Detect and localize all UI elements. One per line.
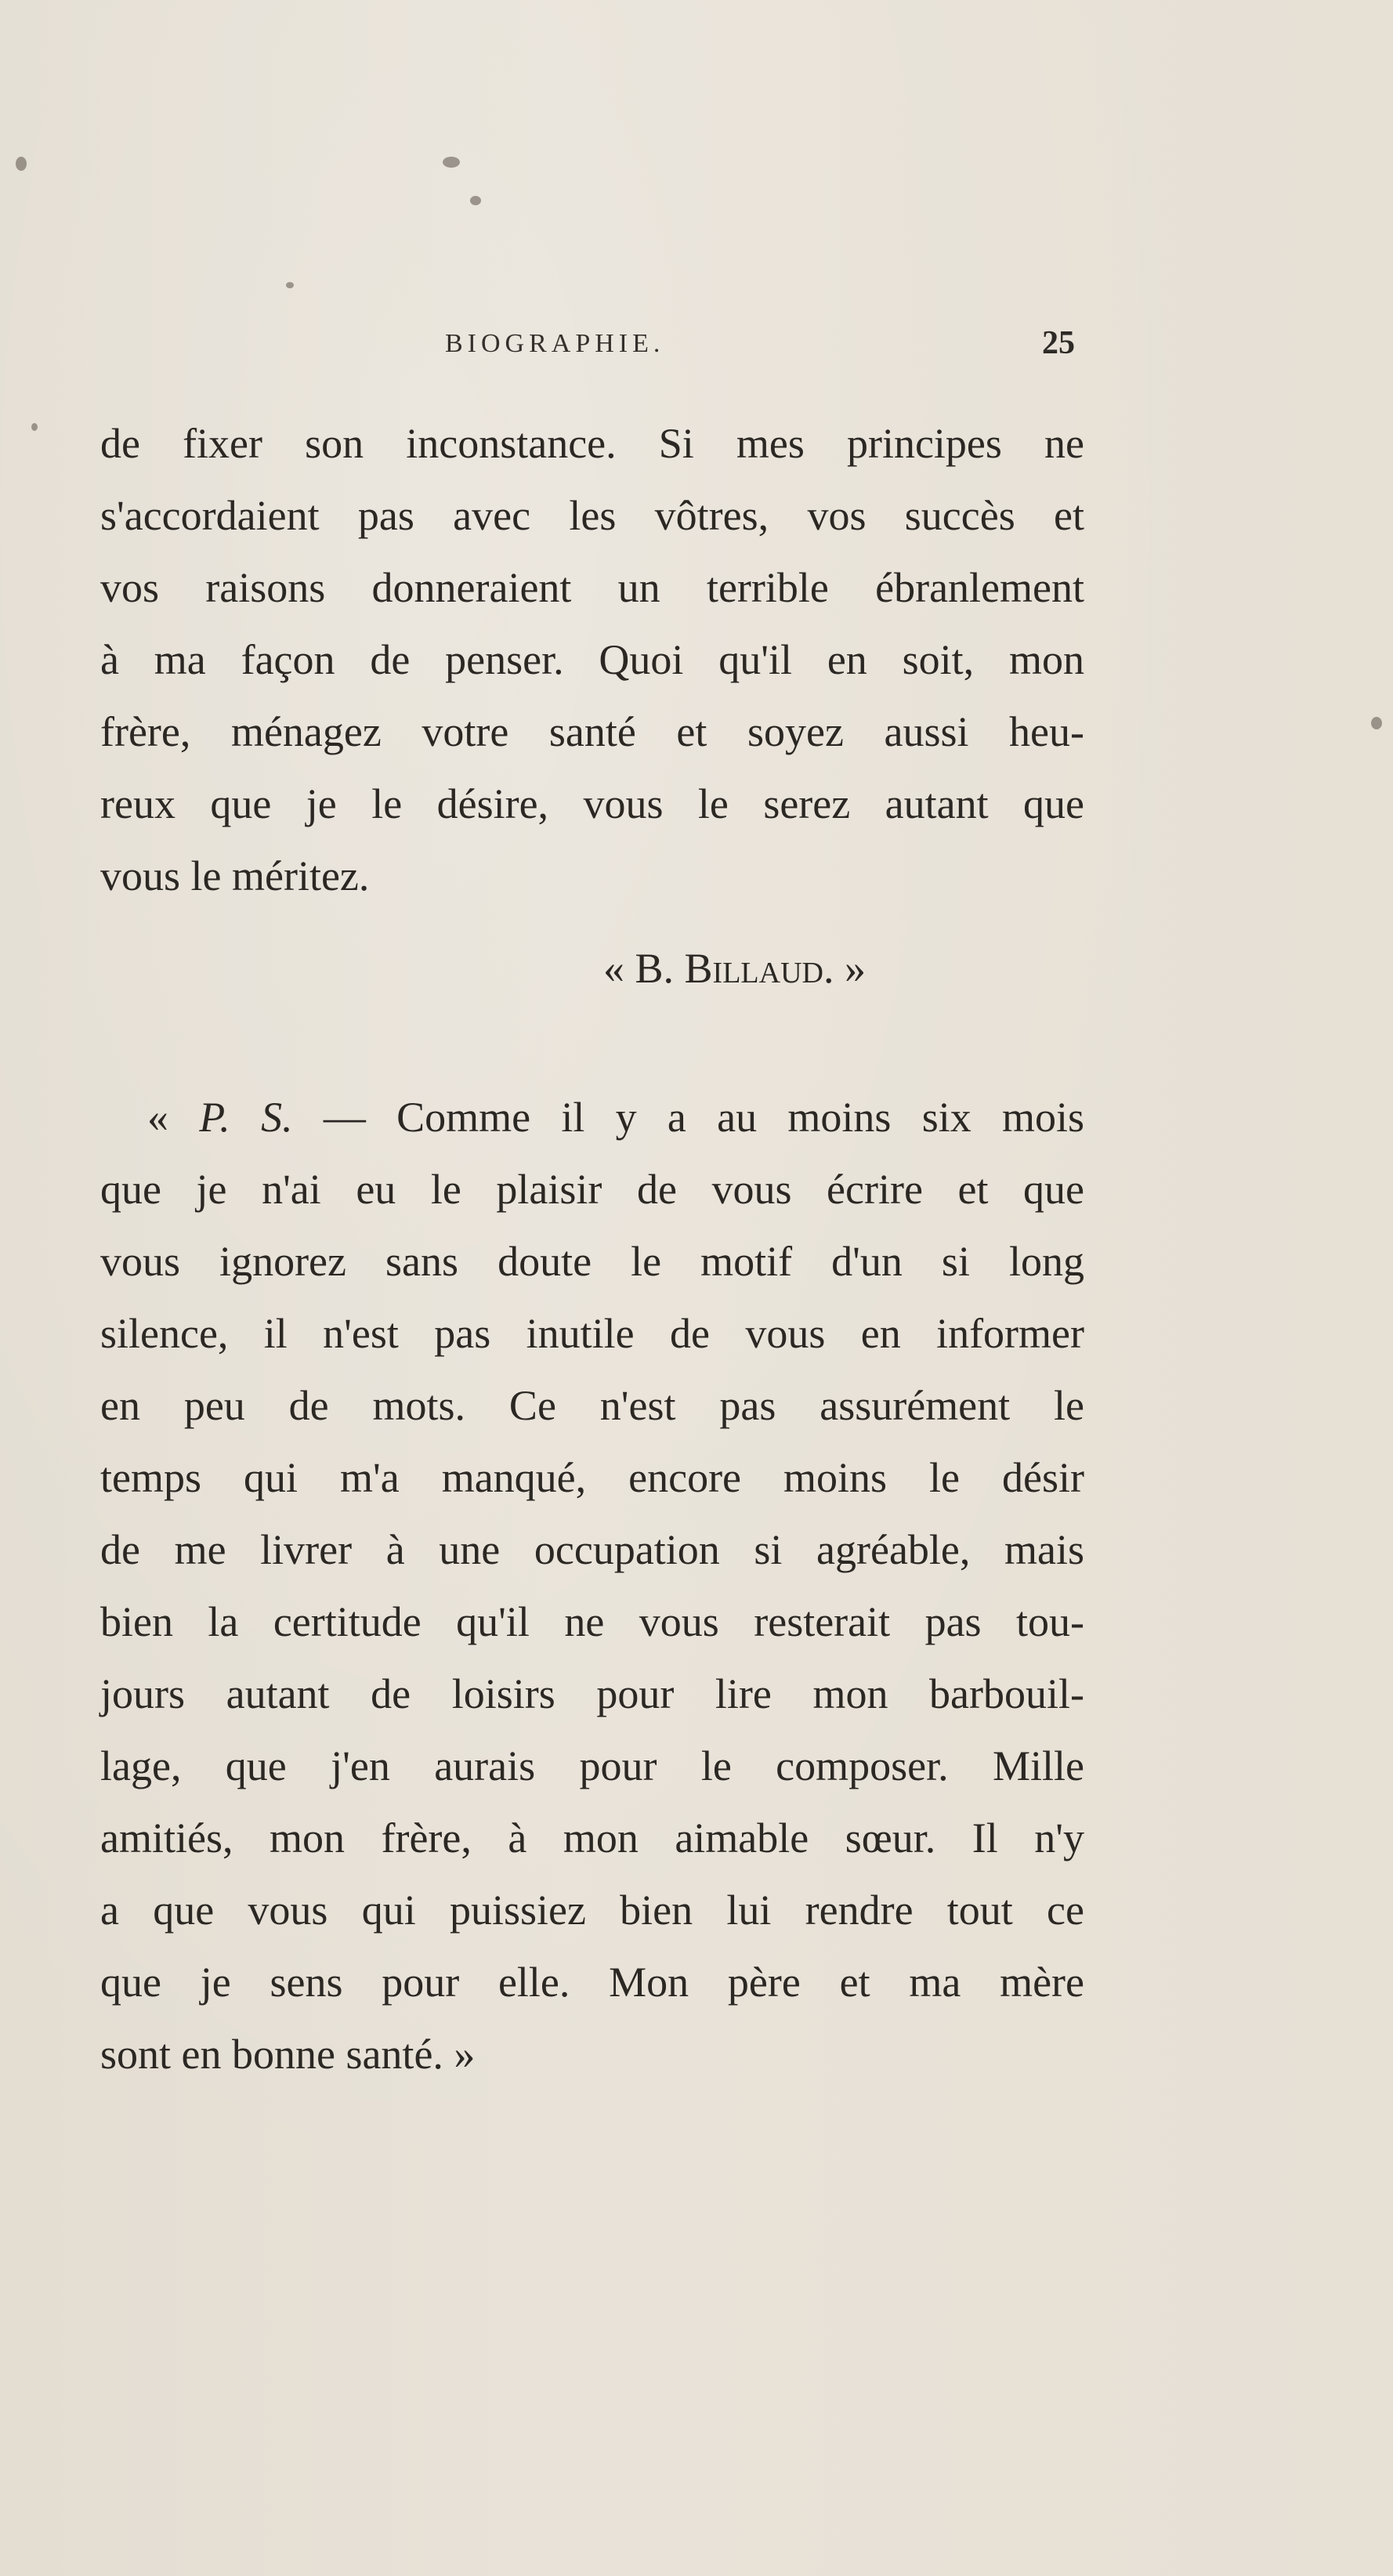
- page-number: 25: [1042, 325, 1075, 361]
- paper-speck: [286, 282, 294, 288]
- ps-line: lage, que j'en aurais pour le composer. Mille: [100, 1742, 1084, 1789]
- postscript: [100, 1081, 1084, 2090]
- signature: [603, 932, 866, 1004]
- ps-line: a que vous qui puissiez bien lui rendre tout ce: [100, 1887, 1084, 1934]
- ps-line: amitiés, mon frère, à mon aimable sœur. Il n'y: [100, 1814, 1084, 1861]
- text-line: s'accordaient pas avec les vôtres, vos succès et: [100, 492, 1084, 539]
- ps-line: que je n'ai eu le plaisir de vous écrire et que: [100, 1166, 1084, 1213]
- running-head: BIOGRAPHIE.: [445, 329, 665, 358]
- ps-line: de me livrer à une occupation si agréable, mais: [100, 1526, 1084, 1573]
- text-line: frère, ménagez votre santé et soyez aussi heu-: [100, 708, 1084, 755]
- ps-line: temps qui m'a manqué, encore moins le désir: [100, 1454, 1084, 1501]
- ps-line: que je sens pour elle. Mon père et ma mère: [100, 1959, 1084, 2006]
- signature-close-quote: »: [844, 945, 866, 992]
- text-line: vous le méritez.: [100, 852, 370, 899]
- paper-speck: [31, 423, 38, 431]
- text-line: de fixer son inconstance. Si mes principes ne: [100, 420, 1084, 467]
- ps-line: [100, 1081, 1084, 1153]
- ps-line: jours autant de loisirs pour lire mon barbouil-: [100, 1670, 1084, 1717]
- paper-speck: [16, 157, 27, 171]
- ps-open-quote: «: [147, 1094, 168, 1141]
- ps-line: bien la certitude qu'il ne vous resterait pas tou-: [100, 1598, 1084, 1645]
- letter-body: [100, 407, 1084, 912]
- ps-line-text: — Comme il y a au moins six mois: [323, 1094, 1085, 1141]
- paper-speck: [470, 196, 481, 205]
- signature-initial: B.: [635, 945, 675, 992]
- ps-line: en peu de mots. Ce n'est pas assurément le: [100, 1382, 1084, 1429]
- signature-open-quote: «: [603, 945, 624, 992]
- signature-name: Billaud.: [684, 945, 834, 992]
- page-header: [0, 325, 1393, 376]
- ps-line: sont en bonne santé. »: [100, 2031, 476, 2078]
- text-line: à ma façon de penser. Quoi qu'il en soit, mon: [100, 636, 1084, 683]
- text-line: reux que je le désire, vous le serez autant que: [100, 780, 1084, 827]
- ps-label: P. S.: [199, 1094, 293, 1141]
- paper-speck: [1371, 717, 1382, 729]
- ps-line: vous ignorez sans doute le motif d'un si long: [100, 1238, 1084, 1285]
- ps-line: silence, il n'est pas inutile de vous en informer: [100, 1310, 1084, 1357]
- paper-speck: [443, 157, 460, 168]
- text-line: vos raisons donneraient un terrible ébranlement: [100, 564, 1084, 611]
